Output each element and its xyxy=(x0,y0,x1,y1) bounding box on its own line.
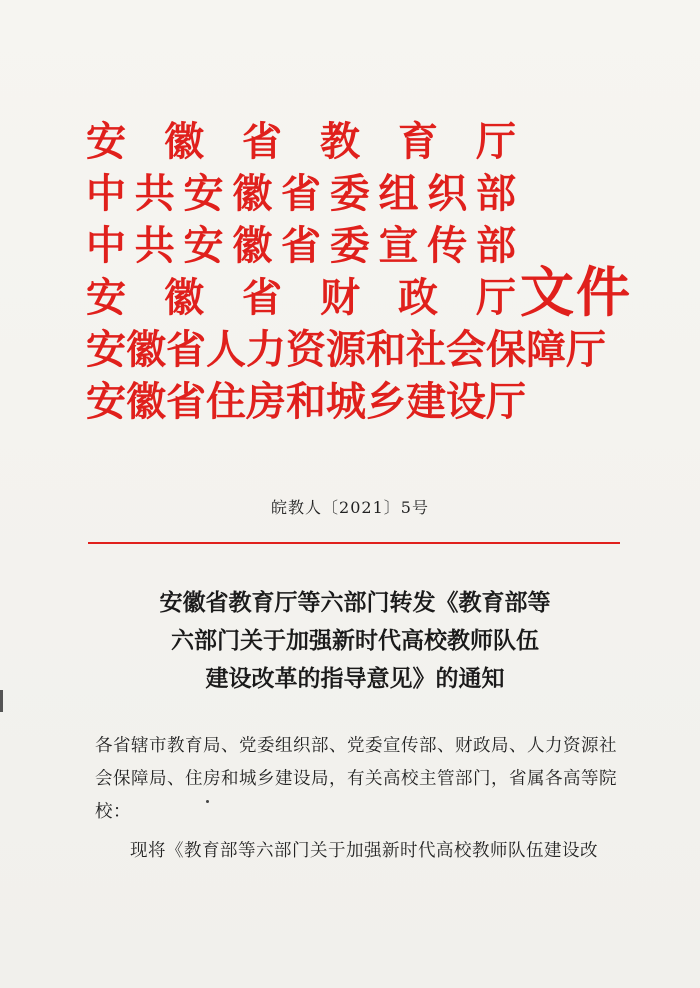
salutation: 各省辖市教育局、党委组织部、党委宣传部、财政局、人力资源社会保障局、住房和城乡建设局，有关高校主管部门，省属各高等院校： xyxy=(95,736,617,822)
issuer-line-1: 安 徽 省 教 育 厅 xyxy=(86,118,516,165)
title-line-1: 安徽省教育厅等六部门转发《教育部等 xyxy=(159,589,551,616)
document-title xyxy=(80,584,630,698)
issuer-line-5: 安徽省人力资源和社会保障厅 xyxy=(86,326,606,373)
document-number: 皖教人〔2021〕5号 xyxy=(271,498,429,517)
binding-mark xyxy=(0,690,3,712)
title-line-3: 建设改革的指导意见》的通知 xyxy=(205,665,505,692)
title-line-2: 六部门关于加强新时代高校教师队伍 xyxy=(171,627,539,654)
document-body xyxy=(95,730,625,868)
issuer-line-4: 安 徽 省 财 政 厅 xyxy=(86,274,516,321)
issuer-line-6: 安徽省住房和城乡建设厅 xyxy=(86,378,526,425)
issuer-line-3: 中 共 安 徽 省 委 宣 传 部 xyxy=(86,222,516,269)
scan-speck xyxy=(206,800,209,803)
issuer-line-2: 中 共 安 徽 省 委 组 织 部 xyxy=(86,170,516,217)
red-separator-line xyxy=(88,542,620,544)
body-paragraph: 现将《教育部等六部门关于加强新时代高校教师队伍建设改 xyxy=(130,841,598,861)
document-mark: 文件 xyxy=(520,260,632,324)
